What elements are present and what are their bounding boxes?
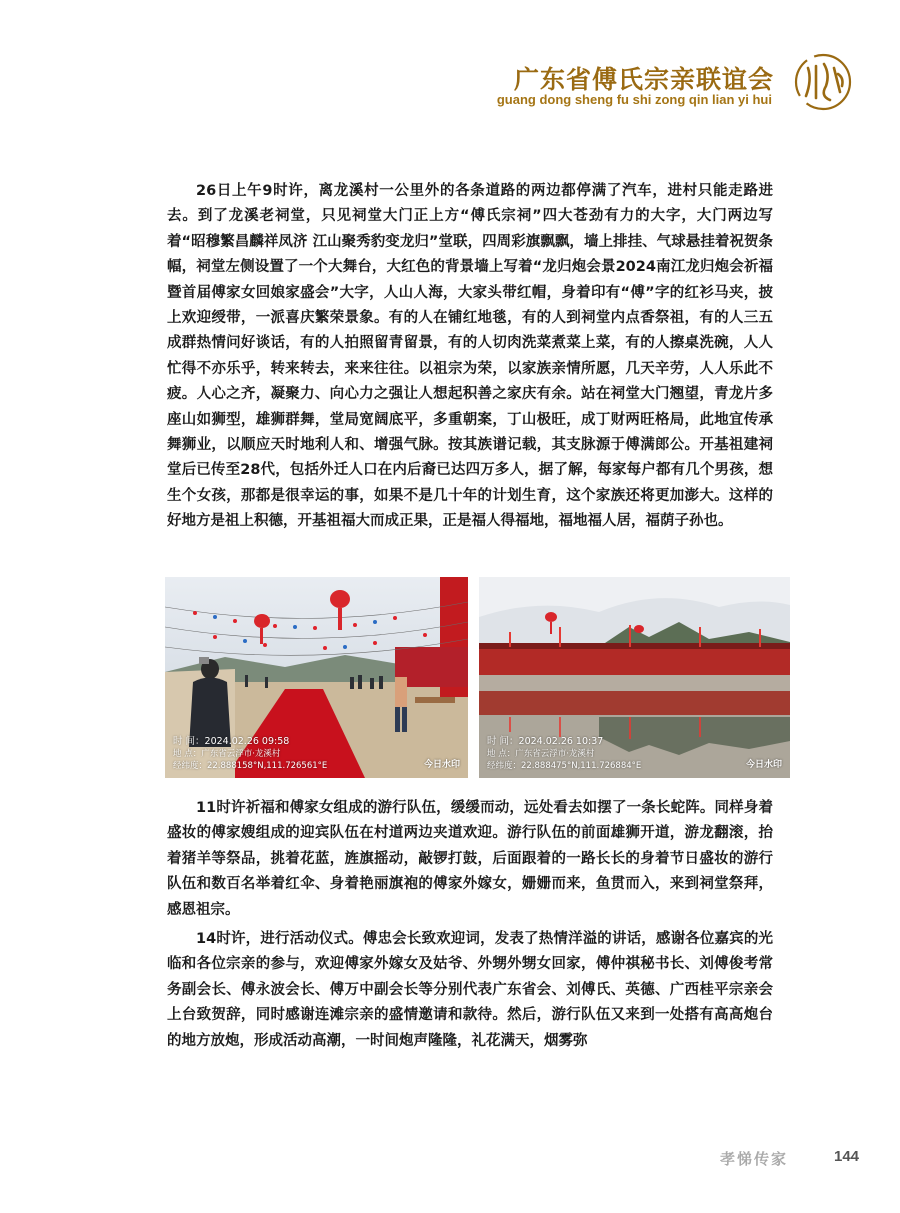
article-paragraph-1: 26日上午9时许，离龙溪村一公里外的各条道路的两边都停满了汽车，进村只能走路进去。到了龙溪老祠堂，只见祠堂大门正上方“傅氏宗祠”四大苍劲有力的大字，大门两边写着“昭穆繁昌麟祥凤济 江山聚秀豹变龙归”堂联，四周彩旗飘飘，墙上排挂、气球悬挂着祝贺条幅，祠堂左侧设置了一个大舞台，大红色的背景墙上写着“龙归炮会景2024南江龙归炮会祈福暨首届傅家女回娘家盛会”大字，人山人海，大家头带红帽，身着印有“傅”字的红衫马夹，披上欢迎绶带，一派喜庆繁荣景象。有的人在铺红地毯，有的人到祠堂内点香祭祖，有的人三五成群热情问好谈话，有的人拍照留青留景，有的人切肉洗菜煮菜上菜，有的人擦桌洗碗，人人忙得不亦乐乎，转来转去，来来往往。以祖宗为荣，以家族亲情所愿，几天辛劳，人人乐此不疲。人心之齐，凝聚力、向心力之强让人想起积善之家庆有余。站在祠堂大门翘望，青龙片多座山如狮型，雄狮群舞，堂局宽阔底平，多重朝案，丁山极旺，成丁财两旺格局，此地宜传承舞狮业，以顺应天时地利人和、增强气脉。按其族谱记载，其支脉源于傅满郎公。开基祖建祠堂后已传至28代，包括外迁人口在内后裔已达四万多人，据了解，每家每户都有几个男孩，想生个女孩，那都是很幸运的事，如果不是几十年的计划生育，这个家族还将更加澎大。这样的好地方是祖上积德，开基祖福大而成正果，正是福人得福地，福地福人居，福荫子孙也。 — [167, 183, 773, 530]
page-header — [436, 52, 856, 112]
photo-watermark: 今日水印 — [745, 760, 782, 770]
association-logo — [790, 52, 856, 112]
photo-pond-reflection — [479, 577, 790, 778]
article-body-top — [167, 179, 773, 535]
article-paragraph-3: 14时许，进行活动仪式。傅忠会长致欢迎词，发表了热情洋溢的讲话，感谢各位嘉宾的光临和各位宗亲的参与，欢迎傅家外嫁女及姑爷、外甥外甥女回家，傅仲祺秘书长、刘傅俊考常务副会长、傅永波会长、傅万中副会长等分别代表广东省会、刘傅氏、英德、广西桂平宗亲会上台致贺辞，同时感谢连滩宗亲的盛情邀请和款待。然后，游行队伍又来到一处搭有高高炮台的地方放炮，形成活动高潮，一时间炮声隆隆，礼花满天，烟雾弥 — [167, 931, 773, 1049]
article-paragraph-2: 11时许祈福和傅家女组成的游行队伍，缓缓而动，远处看去如摆了一条长蛇阵。同样身着盛妆的傅家嫂组成的迎宾队伍在村道两边夹道欢迎。游行队伍的前面雄狮开道，游龙翻滚，抬着猪羊等祭品，挑着花蓝，旌旗摇动，敲锣打鼓，后面跟着的一路长长的身着节日盛妆的游行队伍和数百名举着红伞、身着艳丽旗袍的傅家外嫁女，姗姗而来，鱼贯而入，来到祠堂祭拜，感恩祖宗。 — [167, 800, 773, 918]
association-title-pinyin: guang dong sheng fu shi zong qin lian yi hui — [496, 92, 772, 107]
photo-timestamp: 时 间：2024.02.26 09:58 地 点：广东省云浮市·龙溪村 经纬度：22.888158°N,111.726561°E — [173, 736, 328, 771]
article-body-middle — [167, 796, 773, 923]
association-title: 广东省傅氏宗亲联谊会 — [513, 65, 774, 94]
photo-watermark: 今日水印 — [423, 760, 460, 770]
footer-section-title: 孝悌传家 — [720, 1150, 789, 1168]
page-number: 144 — [834, 1148, 860, 1165]
photo-red-carpet — [165, 577, 468, 778]
photo-timestamp: 时 间：2024.02.26 10:37 地 点：广东省云浮市·龙溪村 经纬度：22.888475°N,111.726884°E — [487, 736, 642, 771]
article-body-bottom — [167, 927, 773, 1054]
